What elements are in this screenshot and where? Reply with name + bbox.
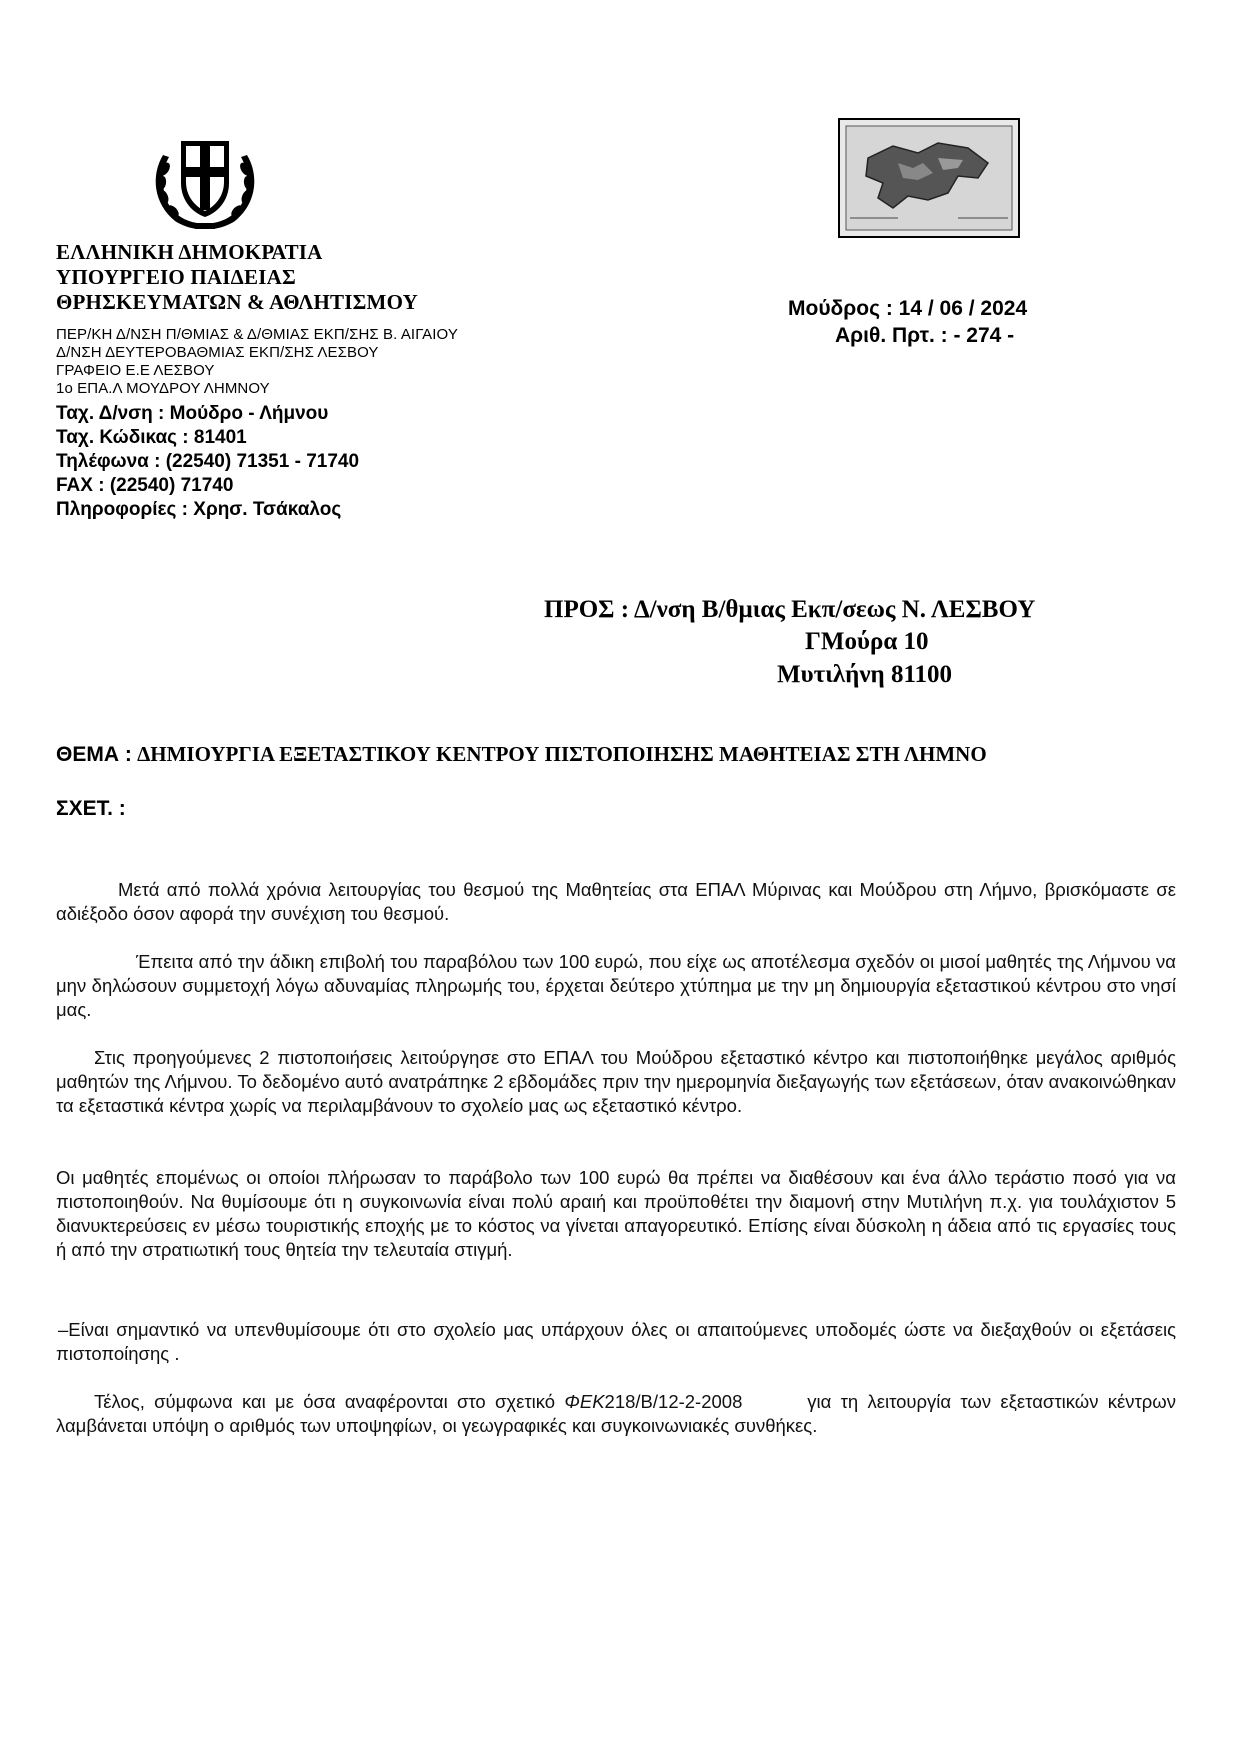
body-paragraph-4: Οι μαθητές επομένως οι οποίοι πλήρωσαν το παράβολο των 100 ευρώ θα πρέπει να διαθέσουν και ένα άλλο τεράστιο ποσό για να πιστοποιηθούν. Να θυμίσουμε ότι η συγκοινωνία είναι πολύ αραιή και προϋποθέτει την διαμονή στην Μυτιλήνη π.χ. για τουλάχιστον 5 διανυκτερεύσεις εν μέσω τουριστικής εποχής με το κόστος να γίνεται απαγορευτικό. Επίσης είναι δύσκολη η άδεια από τις εργασίες τους ή από την στρατιωτική τους θητεία την τελευταία στιγμή.: [56, 1167, 1176, 1260]
dept-line-4: 1ο ΕΠΑ.Λ ΜΟΥΔΡΟΥ ΛΗΜΝΟΥ: [56, 380, 270, 397]
place-date: Μούδρος : 14 / 06 / 2024: [788, 297, 1028, 320]
recipient-line-1: ΠΡΟΣ : Δ/νση Β/θμιας Εκπ/σεως Ν. ΛΕΣΒΟΥ: [544, 596, 1036, 623]
org-line-3: ΘΡΗΣΚΕΥΜΑΤΩΝ & ΑΘΛΗΤΙΣΜΟΥ: [56, 290, 418, 314]
subject-line: [56, 742, 987, 767]
body-paragraph-2: Έπειτα από την άδικη επιβολή του παραβόλου των 100 ευρώ, που είχε ως αποτέλεσμα σχεδόν οι μισοί μαθητές της Λήμνου να μην δηλώσουν συμμετοχή λόγω αδυναμίας πληρωμής του, έρχεται δεύτερο χτύπημα με την μη δημιουργία εξεταστικού κέντρου στο νησί μας.: [56, 951, 1176, 1020]
dept-line-2: Δ/ΝΣΗ ΔΕΥΤΕΡΟΒΑΘΜΙΑΣ ΕΚΠ/ΣΗΣ ΛΕΣΒΟΥ: [56, 344, 379, 361]
fek-label: ΦΕΚ: [564, 1391, 605, 1412]
body-paragraph-5: –Είναι σημαντικό να υπενθυμίσουμε ότι στο σχολείο μας υπάρχουν όλες οι απαιτούμενες υποδομές ώστε να διεξαχθούν οι εξετάσεις πιστοποίησης .: [56, 1319, 1176, 1364]
reference-label: ΣΧΕΤ. :: [56, 797, 126, 820]
p6-before: Τέλος, σύμφωνα και με όσα αναφέρονται στο σχετικό: [94, 1391, 556, 1412]
subject-label: ΘΕΜΑ :: [56, 743, 132, 766]
contact-phones: Τηλέφωνα : (22540) 71351 - 71740: [56, 451, 360, 472]
lemnos-map-stamp: [838, 118, 1020, 238]
subject-text: ΔΗΜΙΟΥΡΓΙΑ ΕΞΕΤΑΣΤΙΚΟΥ ΚΕΝΤΡΟΥ ΠΙΣΤΟΠΟΙΗΣΗΣ ΜΑΘΗΤΕΙΑΣ ΣΤΗ ΛΗΜΝΟ: [137, 742, 987, 766]
dept-line-3: ΓΡΑΦΕΙΟ Ε.Ε ΛΕΣΒΟΥ: [56, 362, 215, 379]
org-line-2: ΥΠΟΥΡΓΕΙΟ ΠΑΙΔΕΙΑΣ: [56, 265, 296, 289]
fek-reference: 218/Β/12-2-2008: [604, 1391, 743, 1412]
contact-postcode: Ταχ. Κώδικας : 81401: [56, 427, 247, 448]
org-line-1: ΕΛΛΗΝΙΚΗ ΔΗΜΟΚΡΑΤΙΑ: [56, 240, 323, 264]
dept-line-1: ΠΕΡ/ΚΗ Δ/ΝΣΗ Π/ΘΜΙΑΣ & Δ/ΘΜΙΑΣ ΕΚΠ/ΣΗΣ Β. ΑΙΓΑΙΟΥ: [56, 326, 458, 343]
p6-after: για τη λειτουργία των εξεταστικών κέντρων λαμβάνεται υπόψη ο αριθμός των υποψηφίων, οι γεωγραφικές και συγκοινωνιακές συνθήκες.: [56, 1391, 1177, 1436]
contact-fax: FAX : (22540) 71740: [56, 475, 234, 496]
body-paragraph-6: [56, 1390, 1176, 1438]
contact-address: Ταχ. Δ/νση : Μούδρο - Λήμνου: [56, 403, 329, 424]
protocol-number: Αριθ. Πρτ. : - 274 -: [835, 324, 1015, 347]
body-paragraph-1: Μετά από πολλά χρόνια λειτουργίας του θεσμού της Μαθητείας στα ΕΠΑΛ Μύρινας και Μούδρου στη Λήμνο, βρισκόμαστε σε αδιέξοδο όσον αφορά την συνέχιση του θεσμού.: [56, 879, 1176, 924]
body-paragraph-3: Στις προηγούμενες 2 πιστοποιήσεις λειτούργησε στο ΕΠΑΛ του Μούδρου εξεταστικό κέντρο και πιστοποιήθηκε μεγάλος αριθμός μαθητών της Λήμνου. Το δεδομένο αυτό ανατράπηκε 2 εβδομάδες πριν την ημερομηνία διεξαγωγής των εξετάσεων, όταν ανακοινώθηκαν τα εξεταστικά κέντρα χωρίς να περιλαμβάνουν το σχολείο μας ως εξεταστικό κέντρο.: [56, 1047, 1176, 1116]
recipient-line-2: ΓΜούρα 10: [805, 628, 929, 655]
recipient-line-3: Μυτιλήνη 81100: [777, 661, 953, 688]
coat-of-arms-emblem: [145, 125, 265, 235]
contact-info: Πληροφορίες : Χρησ. Τσάκαλος: [56, 499, 342, 520]
